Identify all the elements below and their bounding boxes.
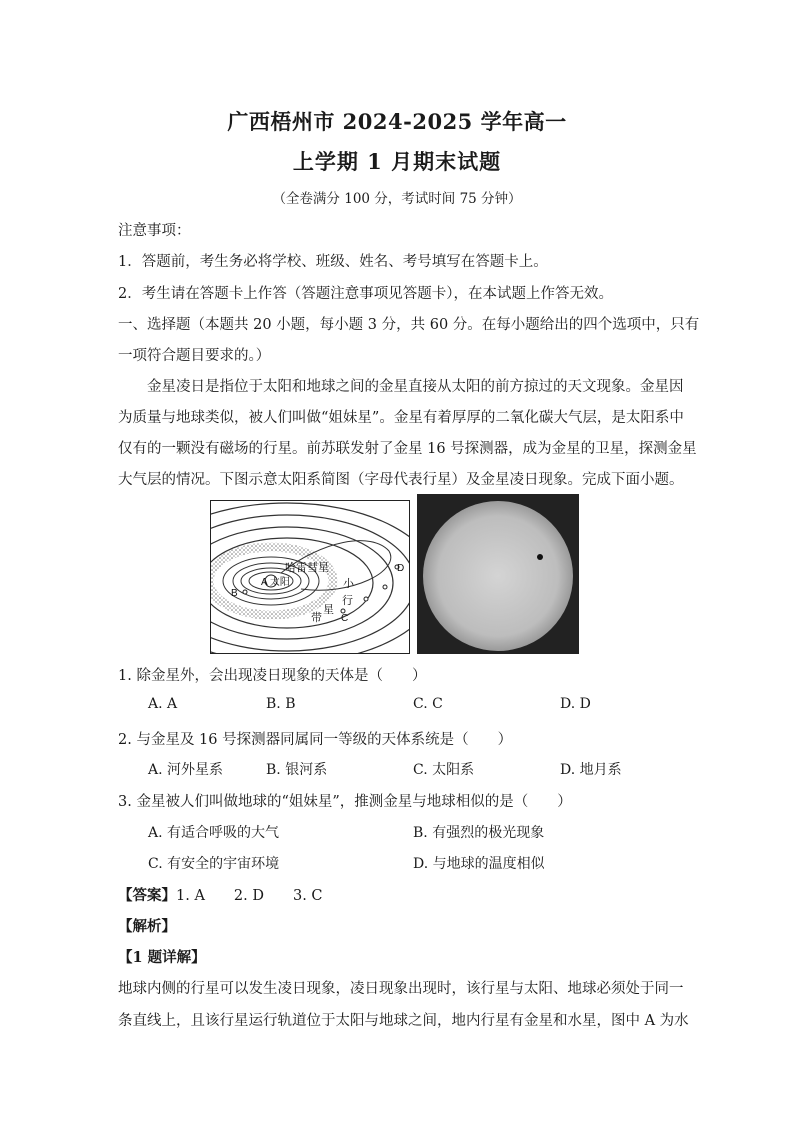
question-3-option-a[interactable]: A. 有适合呼吸的大气 <box>148 825 280 841</box>
venus-transit-photo <box>417 494 579 654</box>
question-1-option-c[interactable]: C. C <box>413 696 443 712</box>
analysis-line-1: 地球内侧的行星可以发生凌日现象，凌日现象出现时，该行星与太阳、地球必须处于同一 <box>118 981 684 997</box>
question-2-stem: 2. 与金星及 16 号探测器同属同一等级的天体系统是（ ） <box>118 732 513 748</box>
belt-label-4: 带 <box>311 612 322 624</box>
analysis-label: 【解析】 <box>118 918 176 935</box>
sun-label: A 太阳 <box>261 577 290 588</box>
outer-orbit-2 <box>211 527 393 639</box>
planet-icon <box>364 597 368 601</box>
planet-d-label: D <box>397 563 405 574</box>
outer-orbit-3 <box>211 515 409 651</box>
planet-b-label: B <box>231 588 238 599</box>
analysis-line-2: 条直线上，且该行星运行轨道位于太阳与地球之间，地内行星有金星和水星，图中 A 为水 <box>118 1013 689 1029</box>
planet-icon <box>383 585 387 589</box>
analysis-q1-label: 【1 题详解】 <box>118 949 206 966</box>
section-heading-line1: 一、选择题（本题共 20 小题，每小题 3 分，共 60 分。在每小题给出的四个选项中，只有 <box>118 317 700 333</box>
solar-system-svg <box>211 501 409 653</box>
comet-label: 哈雷彗星 <box>285 562 329 574</box>
passage-line-1: 金星凌日是指位于太阳和地球之间的金星直接从太阳的前方掠过的天文现象。金星因 <box>147 379 684 395</box>
question-2-option-d[interactable]: D. 地月系 <box>560 762 622 778</box>
notes-item-2: 2．考生请在答题卡上作答（答题注意事项见答题卡），在本试题上作答无效。 <box>118 286 613 302</box>
sun-disk <box>423 501 573 651</box>
answer-line <box>118 884 323 905</box>
venus-dot <box>537 554 543 560</box>
answer-label: 【答案】 <box>118 887 176 904</box>
exam-title-line2: 上学期 1 月期末试题 <box>292 149 502 174</box>
passage-line-2: 为质量与地球类似，被人们叫做“姐妹星”。金星有着厚厚的二氧化碳大气层，是太阳系中 <box>118 410 684 426</box>
exam-title-line1: 广西梧州市 2024-2025 学年高一 <box>227 109 567 134</box>
planet-c-label: C <box>341 613 349 624</box>
passage-line-4: 大气层的情况。下图示意太阳系简图（字母代表行星）及金星凌日现象。完成下面小题。 <box>118 472 684 488</box>
exam-subtitle: （全卷满分 100 分，考试时间 75 分钟） <box>272 191 522 207</box>
question-2-option-c[interactable]: C. 太阳系 <box>413 762 475 778</box>
answer-text: 1. A 2. D 3. C <box>176 888 323 904</box>
question-1-option-b[interactable]: B. B <box>266 696 296 712</box>
notes-item-1: 1．答题前，考生务必将学校、班级、姓名、考号填写在答题卡上。 <box>118 254 548 270</box>
planet-b-icon <box>243 590 247 594</box>
question-2-option-a[interactable]: A. 河外星系 <box>148 762 224 778</box>
belt-label-2: 行 <box>342 595 353 607</box>
passage-line-3: 仅有的一颗没有磁场的行星。前苏联发射了金星 16 号探测器，成为金星的卫星，探测金星 <box>118 441 697 457</box>
question-3-option-b[interactable]: B. 有强烈的极光现象 <box>413 825 545 841</box>
question-1-option-d[interactable]: D. D <box>560 696 591 712</box>
question-3-option-d[interactable]: D. 与地球的温度相似 <box>413 856 545 872</box>
belt-label-1: 小 <box>343 578 354 590</box>
question-3-option-c[interactable]: C. 有安全的宇宙环境 <box>148 856 280 872</box>
question-1-option-a[interactable]: A. A <box>148 696 178 712</box>
question-1-stem: 1. 除金星外，会出现凌日现象的天体是（ ） <box>118 668 427 684</box>
section-heading-line2: 一项符合题目要求的。） <box>118 348 271 364</box>
question-3-stem: 3. 金星被人们叫做地球的“姐妹星”，推测金星与地球相似的是（ ） <box>118 794 572 810</box>
transit-svg <box>417 494 579 654</box>
solar-system-diagram <box>210 500 410 654</box>
notes-heading: 注意事项： <box>118 223 191 239</box>
question-2-option-b[interactable]: B. 银河系 <box>266 762 328 778</box>
belt-label-3: 星 <box>323 604 334 616</box>
